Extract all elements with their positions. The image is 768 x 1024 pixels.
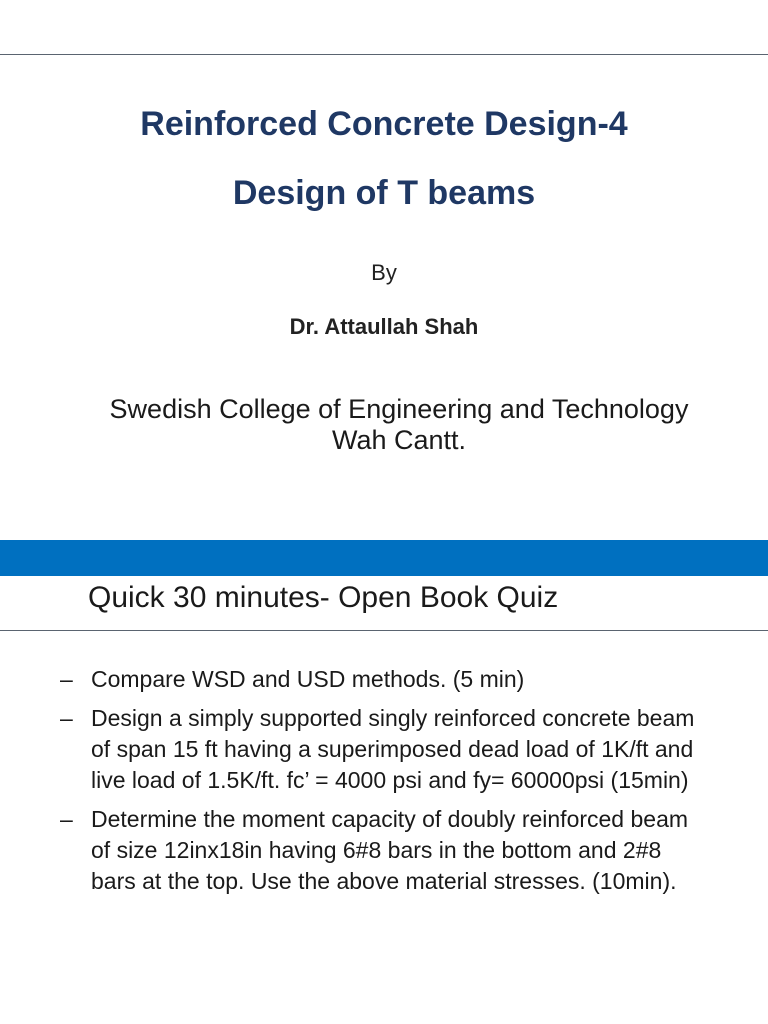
bullet-dash: – <box>60 705 73 731</box>
quiz-divider <box>0 630 768 631</box>
institution <box>0 394 768 456</box>
institution-location: Wah Cantt. <box>331 425 467 455</box>
accent-bar <box>0 540 768 576</box>
quiz-question-list <box>0 664 768 905</box>
question-text: Design a simply supported singly reinforced concrete beam of span 15 ft having a superimposed dead load of 1K/ft and live load of 1.5K/ft. fc’ = 4000 psi and fy= 60000psi (15min) <box>91 705 695 793</box>
quiz-title: Quick 30 minutes- Open Book Quiz <box>88 581 559 614</box>
slide-title: Reinforced Concrete Design-4 <box>140 105 628 143</box>
quiz-question-1 <box>0 664 711 695</box>
by-label: By <box>371 260 397 285</box>
top-divider <box>0 54 768 55</box>
bullet-dash: – <box>60 666 73 692</box>
quiz-question-2 <box>0 703 711 796</box>
institution-name: Swedish College of Engineering and Technology <box>109 394 689 424</box>
bullet-dash: – <box>60 806 73 832</box>
question-text: Compare WSD and USD methods. (5 min) <box>91 666 525 692</box>
quiz-question-3 <box>0 804 711 897</box>
question-text: Determine the moment capacity of doubly reinforced beam of size 12inx18in having 6#8 bars in the bottom and 2#8 bars at the top. Use the above material stresses. (10min). <box>91 806 689 894</box>
author-name: Dr. Attaullah Shah <box>289 314 479 339</box>
quiz-slide <box>0 540 768 1024</box>
slide-subtitle: Design of T beams <box>232 174 536 212</box>
